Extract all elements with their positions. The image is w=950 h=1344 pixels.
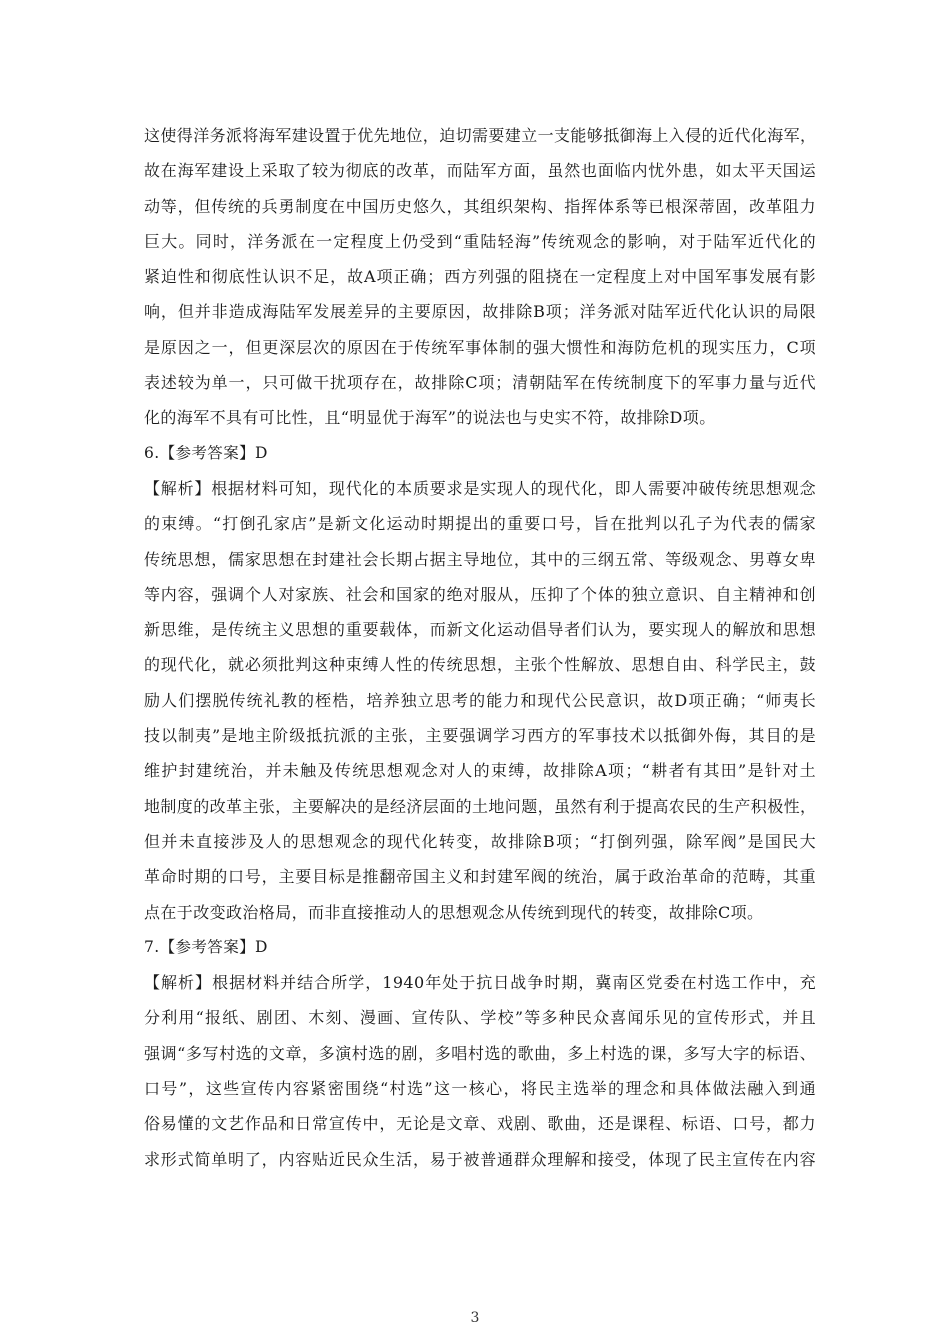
text-line: 这使得洋务派将海军建设置于优先地位，迫切需要建立一支能够抵御海上入侵的近代化海军， — [144, 126, 816, 145]
text-line: 俗易懂的文艺作品和日常宣传中，无论是文章、戏剧、歌曲，还是课程、标语、口号，都力 — [144, 1114, 816, 1134]
text-line: 故在海军建设上采取了较为彻底的改革，而陆军方面，虽然也面临内忧外患，如太平天国运 — [144, 161, 816, 181]
text-line: 巨大。同时，洋务派在一定程度上仍受到“重陆轻海”传统观念的影响，对于陆军近代化的 — [144, 231, 816, 251]
text-line: 但并未直接涉及人的思想观念的现代化转变，故排除B项；“打倒列强，除军阀”是国民大 — [144, 831, 816, 851]
text-line: 强调“多写村选的文章，多演村选的剧，多唱村选的歌曲，多上村选的课，多写大字的标语、 — [144, 1043, 816, 1063]
text-line: 分利用“报纸、剧团、木刻、漫画、宣传队、学校”等多种民众喜闻乐见的宣传形式，并且 — [144, 1008, 816, 1028]
text-line: 是原因之一，但更深层次的原因在于传统军事体制的强大惯性和海防危机的现实压力，C项 — [144, 337, 816, 357]
text-line: 【解析】根据材料并结合所学，1940年处于抗日战争时期，冀南区党委在村选工作中，充 — [144, 973, 816, 993]
text-line: 地制度的改革主张，主要解决的是经济层面的土地问题，虽然有利于提高农民的生产积极性， — [144, 796, 816, 816]
text-line: 革命时期的口号，主要目标是推翻帝国主义和封建军阀的统治，属于政治革命的范畴，其重 — [144, 867, 816, 887]
text-line: 动等，但传统的兵勇制度在中国历史悠久，其组织架构、指挥体系等已根深蒂固，改革阻力 — [144, 196, 816, 216]
answer-heading-7: 7.【参考答案】D — [144, 937, 268, 956]
text-line: 求形式简单明了，内容贴近民众生活，易于被普通群众理解和接受，体现了民主宣传在内容 — [144, 1149, 816, 1169]
text-line: 表述较为单一，只可做干扰项存在，故排除C项；清朝陆军在传统制度下的军事力量与近代 — [144, 373, 816, 393]
page-number: 3 — [470, 1310, 480, 1326]
text-line: 新思维，是传统主义思想的重要载体，而新文化运动倡导者们认为，要实现人的解放和思想 — [144, 620, 816, 640]
text-line: 等内容，强调个人对家族、社会和国家的绝对服从，压抑了个体的独立意识、自主精神和创 — [144, 584, 816, 604]
text-line: 口号”，这些宣传内容紧密围绕“村选”这一核心，将民主选举的理念和具体做法融入到通 — [144, 1079, 816, 1099]
text-line: 维护封建统治，并未触及传统思想观念对人的束缚，故排除A项；“耕者有其田”是针对土 — [144, 761, 816, 781]
text-line: 响，但并非造成海陆军发展差异的主要原因，故排除B项；洋务派对陆军近代化认识的局限 — [144, 302, 816, 322]
text-line: 的束缚。“打倒孔家店”是新文化运动时期提出的重要口号，旨在批判以孔子为代表的儒家 — [144, 514, 816, 534]
text-line: 紧迫性和彻底性认识不足，故A项正确；西方列强的阻挠在一定程度上对中国军事发展有影 — [144, 267, 816, 287]
text-line: 化的海军不具有可比性，且“明显优于海军”的说法也与史实不符，故排除D项。 — [144, 408, 716, 428]
text-line: 传统思想，儒家思想在封建社会长期占据主导地位，其中的三纲五常、等级观念、男尊女卑 — [144, 549, 816, 569]
text-line: 技以制夷”是地主阶级抵抗派的主张，主要强调学习西方的军事技术以抵御外侮，其目的是 — [144, 726, 816, 746]
text-line: 励人们摆脱传统礼教的桎梏，培养独立思考的能力和现代公民意识，故D项正确；“师夷长 — [144, 690, 816, 710]
text-line: 的现代化，就必须批判这种束缚人性的传统思想，主张个性解放、思想自由、科学民主，鼓 — [144, 655, 816, 675]
text-line: 【解析】根据材料可知，现代化的本质要求是实现人的现代化，即人需要冲破传统思想观念 — [144, 478, 816, 498]
answer-explanation-text — [144, 118, 816, 1177]
text-line: 点在于改变政治格局，而非直接推动人的思想观念从传统到现代的转变，故排除C项。 — [144, 902, 764, 922]
answer-heading-6: 6.【参考答案】D — [144, 443, 268, 462]
